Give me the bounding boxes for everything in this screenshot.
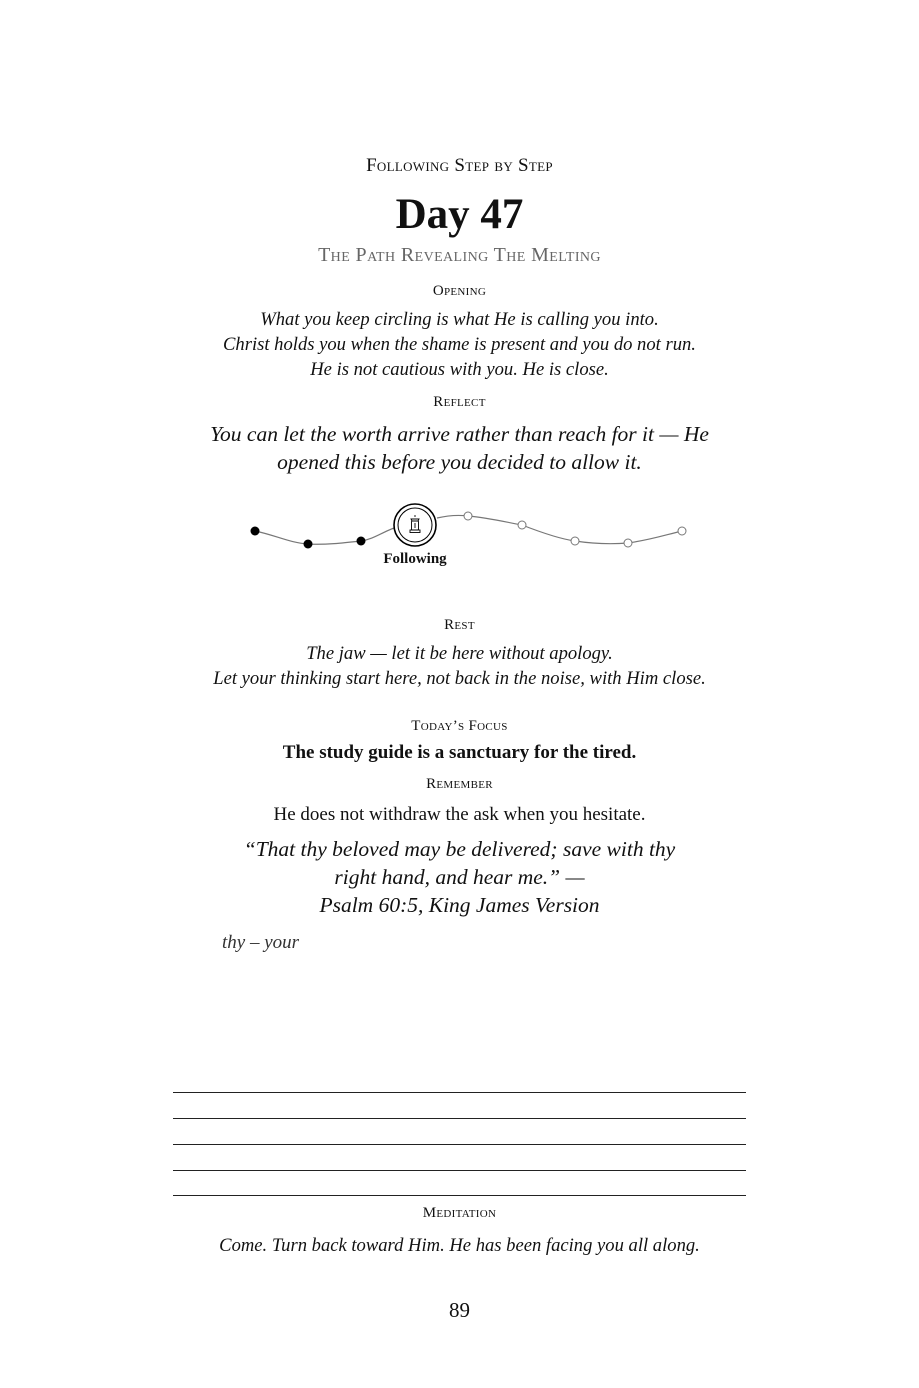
progress-path xyxy=(0,495,919,575)
step-dot-completed xyxy=(251,527,260,536)
journal-line[interactable] xyxy=(173,1118,746,1119)
opening-text xyxy=(0,307,919,382)
word-gloss: thy – your xyxy=(222,932,300,953)
step-dot-completed xyxy=(304,540,313,549)
current-step-marker xyxy=(394,504,436,546)
reflect-label: Reflect xyxy=(433,394,486,410)
quote-citation: Psalm 60:5, King James Version xyxy=(319,893,600,917)
meditation-text: Come. Turn back toward Him. He has been facing you all along. xyxy=(219,1235,700,1256)
reflect-line: You can let the worth arrive rather than reach for it — He xyxy=(210,422,709,446)
step-dot-upcoming xyxy=(624,539,632,547)
journal-line[interactable] xyxy=(173,1195,746,1196)
remember-label: Remember xyxy=(426,776,493,792)
day-title: Day 47 xyxy=(395,191,524,238)
page-number: 89 xyxy=(449,1298,470,1322)
meditation-label: Meditation xyxy=(422,1205,497,1221)
step-dot-upcoming xyxy=(678,527,686,535)
rest-line: Let your thinking start here, not back in the noise, with Him close. xyxy=(213,668,706,689)
step-dot-upcoming xyxy=(571,537,579,545)
reflect-line: opened this before you decided to allow it. xyxy=(277,450,642,474)
step-dot-completed xyxy=(357,537,366,546)
quote-line: “That thy beloved may be delivered; save with thy xyxy=(243,837,676,861)
rest-text xyxy=(0,641,919,691)
opening-line: He is not cautious with you. He is close. xyxy=(310,359,609,380)
focus-text: The study guide is a sanctuary for the tired. xyxy=(282,742,637,763)
quote-line: right hand, and hear me.” — xyxy=(334,865,585,889)
remember-text: He does not withdraw the ask when you hesitate. xyxy=(273,804,646,825)
step-dot-upcoming xyxy=(464,512,472,520)
reflect-text xyxy=(0,420,919,476)
step-dot-upcoming xyxy=(518,521,526,529)
series-title: Following Step by Step xyxy=(366,155,553,176)
opening-label: Opening xyxy=(432,283,487,299)
journal-line[interactable] xyxy=(173,1092,746,1093)
rest-label: Rest xyxy=(444,617,475,633)
current-step-label: Following xyxy=(383,551,447,567)
rest-line: The jaw — let it be here without apology. xyxy=(306,643,613,664)
focus-label: Today’s Focus xyxy=(411,718,508,734)
journal-line[interactable] xyxy=(173,1144,746,1145)
day-subtitle: The Path Revealing The Melting xyxy=(318,244,601,266)
scripture-quote xyxy=(0,835,919,919)
journal-line[interactable] xyxy=(173,1170,746,1171)
opening-line: Christ holds you when the shame is present and you do not run. xyxy=(223,334,696,355)
opening-line: What you keep circling is what He is calling you into. xyxy=(260,309,659,330)
